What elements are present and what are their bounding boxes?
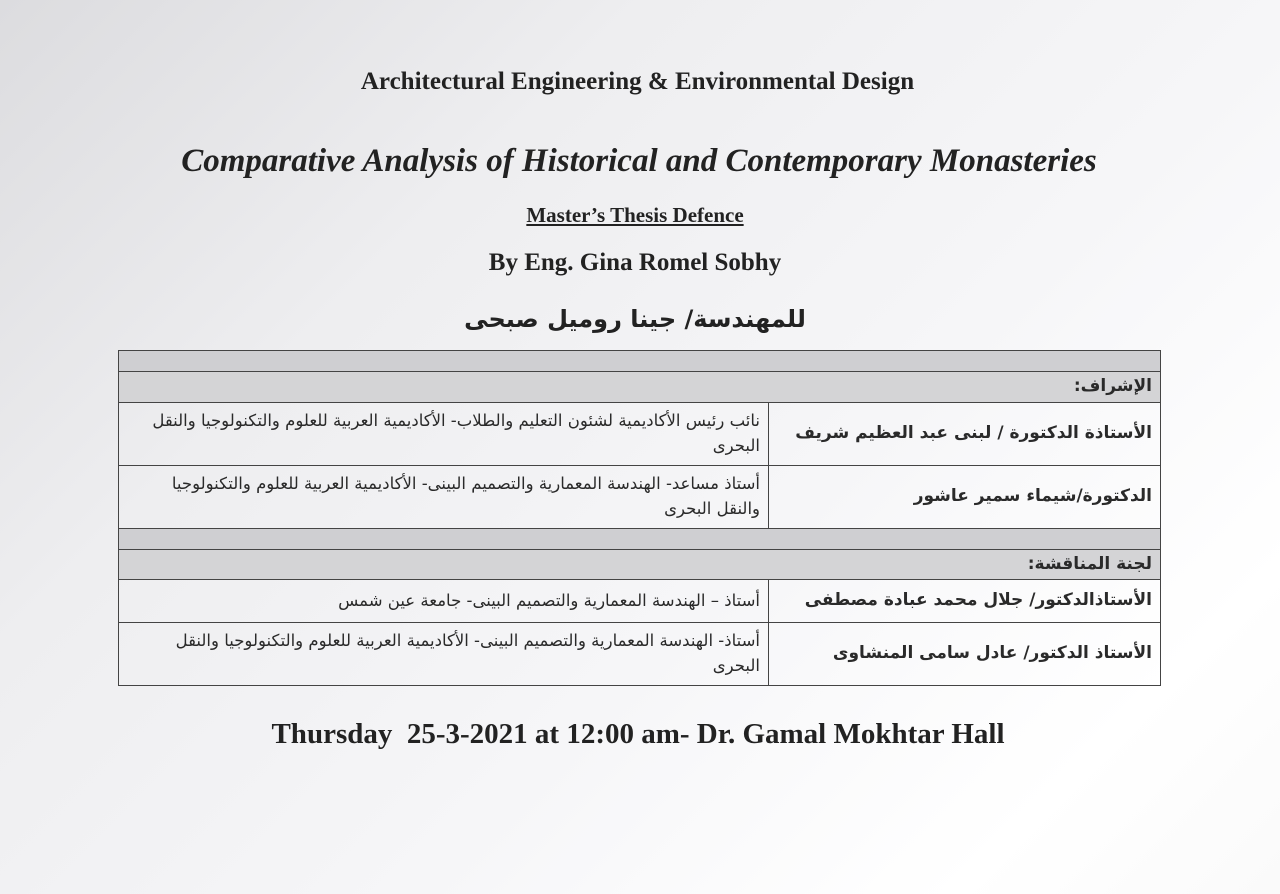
supervisor-role: أستاذ مساعد- الهندسة المعمارية والتصميم البينى- الأكاديمية العربية للعلوم والتكنولوجيا والنقل البحرى <box>119 465 769 528</box>
examiner-role: أستاذ – الهندسة المعمارية والتصميم البينى- جامعة عين شمس <box>119 580 769 623</box>
supervision-heading: الإشراف: <box>119 372 1161 403</box>
examination-header-row <box>119 549 1161 580</box>
table-shaded-row <box>119 351 1161 372</box>
table-shaded-cell <box>119 528 1161 549</box>
supervisor-name: الدكتورة/شيماء سمير عاشور <box>769 465 1161 528</box>
table-row <box>119 623 1161 686</box>
document-subtitle: Master’s Thesis Defence <box>526 203 744 227</box>
committee-table <box>118 350 1161 686</box>
defence-date-venue: Thursday 25-3-2021 at 12:00 am- Dr. Gamal Mokhtar Hall <box>271 718 1005 750</box>
department-heading: Architectural Engineering & Environmental Design <box>360 68 915 95</box>
supervision-header-row <box>119 372 1161 403</box>
table-row <box>119 580 1161 623</box>
thesis-title: Comparative Analysis of Historical and Contemporary Monasteries <box>181 143 1097 179</box>
table-shaded-row <box>119 528 1161 549</box>
supervisor-name: الأستاذة الدكتورة / لبنى عبد العظيم شريف <box>769 402 1161 465</box>
table-shaded-cell <box>119 351 1161 372</box>
supervisor-role: نائب رئيس الأكاديمية لشئون التعليم والطلاب- الأكاديمية العربية للعلوم والتكنولوجيا والنقل البحرى <box>119 402 769 465</box>
examiner-role: أستاذ- الهندسة المعمارية والتصميم البينى- الأكاديمية العربية للعلوم والتكنولوجيا والنقل البحرى <box>119 623 769 686</box>
author-name-english: By Eng. Gina Romel Sobhy <box>488 249 782 276</box>
examination-heading: لجنة المناقشة: <box>119 549 1161 580</box>
author-name-arabic: للمهندسة/ جينا روميل صبحى <box>464 305 806 333</box>
examiner-name: الأستاذالدكتور/ جلال محمد عبادة مصطفى <box>769 580 1161 623</box>
table-row <box>119 402 1161 465</box>
examiner-name: الأستاذ الدكتور/ عادل سامى المنشاوى <box>769 623 1161 686</box>
table-row <box>119 465 1161 528</box>
